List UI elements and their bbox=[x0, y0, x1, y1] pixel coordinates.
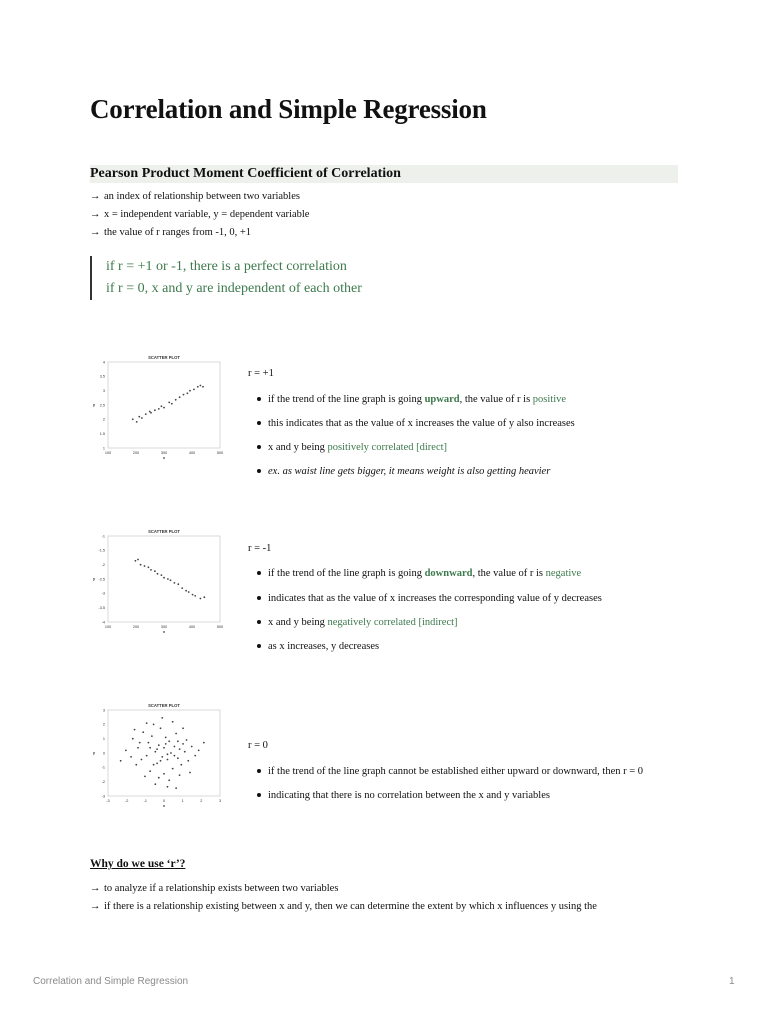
y-tick-label: 3 bbox=[102, 708, 105, 713]
data-point bbox=[144, 565, 146, 567]
data-point bbox=[146, 722, 148, 724]
x-tick-label: 1 bbox=[181, 799, 184, 803]
callout-line-2: if r = 0, x and y are independent of each other bbox=[106, 281, 362, 296]
data-point bbox=[177, 583, 179, 585]
scatter-plot-none bbox=[90, 700, 230, 816]
section-heading: Pearson Product Moment Coefficient of Correlation bbox=[90, 165, 678, 183]
data-point bbox=[189, 390, 191, 392]
data-point bbox=[154, 409, 156, 411]
arrow-icon: → bbox=[90, 227, 101, 238]
y-tick-label: 3.5 bbox=[99, 374, 105, 379]
why-line-1 bbox=[90, 882, 338, 896]
highlight-positive: positive bbox=[532, 394, 567, 405]
intro-line-text: an index of relationship between two variables bbox=[104, 191, 300, 202]
data-point bbox=[200, 385, 202, 387]
arrow-icon: → bbox=[90, 901, 101, 912]
y-axis-label: y bbox=[92, 750, 96, 755]
y-tick-label: -3 bbox=[101, 794, 105, 799]
y-tick-label: -1 bbox=[101, 765, 105, 770]
bullet-item bbox=[257, 417, 575, 431]
x-tick-label: -1 bbox=[143, 799, 148, 803]
data-point bbox=[154, 751, 156, 753]
data-point bbox=[146, 755, 148, 757]
data-point bbox=[194, 595, 196, 597]
y-tick-label: 4 bbox=[102, 360, 105, 365]
data-point bbox=[125, 750, 127, 752]
data-point bbox=[187, 392, 189, 394]
data-point bbox=[188, 591, 190, 593]
bullet-item bbox=[257, 441, 447, 455]
data-point bbox=[134, 729, 136, 731]
bullet-text: if the trend of the line graph is going bbox=[268, 568, 425, 579]
data-point bbox=[136, 421, 138, 423]
data-point bbox=[139, 742, 141, 744]
data-point bbox=[165, 737, 167, 739]
x-axis-label: x bbox=[162, 803, 166, 808]
data-point bbox=[186, 739, 188, 741]
footer-title: Correlation and Simple Regression bbox=[33, 976, 189, 987]
data-point bbox=[175, 787, 177, 789]
data-point bbox=[167, 786, 169, 788]
highlight-upward: upward bbox=[424, 394, 460, 405]
why-line-text: if there is a relationship existing between x and y, then we can determine the extent by which x influences y using the bbox=[104, 901, 597, 912]
why-line-text: to analyze if a relationship exists between two variables bbox=[104, 883, 339, 894]
x-tick-label: 100 bbox=[104, 451, 112, 455]
x-tick-label: 400 bbox=[188, 625, 196, 629]
data-point bbox=[174, 755, 176, 757]
bullet-item bbox=[257, 465, 550, 479]
bullet-dot bbox=[257, 644, 261, 648]
data-point bbox=[179, 396, 181, 398]
data-point bbox=[132, 418, 134, 420]
x-tick-label: 500 bbox=[216, 625, 224, 629]
y-tick-label: -2.5 bbox=[98, 577, 105, 582]
scatter-svg bbox=[90, 526, 230, 642]
data-point bbox=[183, 394, 185, 396]
data-point bbox=[135, 560, 137, 562]
y-tick-label: -4 bbox=[101, 620, 105, 625]
data-point bbox=[184, 751, 186, 753]
scatter-svg bbox=[90, 700, 230, 816]
chart-title: SCATTER PLOT bbox=[148, 703, 180, 708]
bullet-item bbox=[257, 765, 643, 779]
x-tick-label: -2 bbox=[124, 799, 129, 803]
data-point bbox=[156, 748, 158, 750]
bullet-item bbox=[257, 789, 550, 803]
data-point bbox=[182, 727, 184, 729]
x-tick-label: 0 bbox=[162, 799, 166, 803]
data-point bbox=[156, 763, 158, 765]
highlight-positively-correlated: positively correlated [direct] bbox=[327, 442, 448, 453]
x-tick-label: 100 bbox=[104, 625, 112, 629]
data-point bbox=[167, 578, 169, 580]
plot-frame bbox=[108, 362, 220, 448]
bullet-item bbox=[257, 393, 566, 407]
data-point bbox=[193, 389, 195, 391]
x-axis-label: x bbox=[162, 455, 166, 460]
data-point bbox=[181, 587, 183, 589]
y-tick-label: 2.5 bbox=[99, 403, 105, 408]
data-point bbox=[157, 573, 159, 575]
data-point bbox=[179, 774, 181, 776]
data-point bbox=[187, 760, 189, 762]
y-tick-label: 0 bbox=[102, 751, 105, 756]
data-point bbox=[170, 579, 172, 581]
data-point bbox=[177, 757, 179, 759]
data-point bbox=[150, 412, 152, 414]
bullet-dot bbox=[257, 571, 261, 575]
data-point bbox=[137, 747, 139, 749]
y-axis-label: y bbox=[92, 402, 96, 407]
data-point bbox=[167, 753, 169, 755]
x-tick-label: 500 bbox=[216, 451, 224, 455]
data-point bbox=[161, 574, 163, 576]
bullet-dot bbox=[257, 445, 261, 449]
data-point bbox=[172, 721, 174, 723]
data-point bbox=[174, 582, 176, 584]
y-tick-label: -2 bbox=[101, 562, 105, 567]
data-point bbox=[179, 748, 181, 750]
y-tick-label: -3.5 bbox=[98, 605, 105, 610]
x-axis-label: x bbox=[162, 629, 166, 634]
data-point bbox=[142, 731, 144, 733]
data-point bbox=[141, 759, 143, 761]
data-point bbox=[168, 402, 170, 404]
bullet-text: indicating that there is no correlation between the x and y variables bbox=[268, 790, 550, 801]
bullet-dot bbox=[257, 397, 261, 401]
bullet-dot bbox=[257, 769, 261, 773]
plot-frame bbox=[108, 536, 220, 622]
data-point bbox=[161, 405, 163, 407]
intro-line-3 bbox=[90, 226, 251, 240]
data-point bbox=[130, 756, 132, 758]
intro-line-text: the value of r ranges from -1, 0, +1 bbox=[104, 227, 252, 238]
callout-quote bbox=[90, 256, 362, 300]
bullet-dot bbox=[257, 596, 261, 600]
bullet-text: x and y being bbox=[268, 617, 328, 628]
data-point bbox=[148, 742, 150, 744]
data-point bbox=[150, 569, 152, 571]
data-point bbox=[174, 746, 176, 748]
y-tick-label: 1.5 bbox=[99, 431, 105, 436]
x-tick-label: 300 bbox=[160, 625, 168, 629]
bullet-text: x and y being bbox=[268, 442, 328, 453]
chart-title: SCATTER PLOT bbox=[148, 529, 180, 534]
r-label: r = +1 bbox=[248, 368, 274, 379]
bullet-dot bbox=[257, 421, 261, 425]
page-title: Correlation and Simple Regression bbox=[90, 94, 487, 124]
data-point bbox=[161, 717, 163, 719]
data-point bbox=[149, 747, 151, 749]
highlight-downward: downward bbox=[424, 568, 473, 579]
data-point bbox=[203, 596, 205, 598]
callout-line-1: if r = +1 or -1, there is a perfect correlation bbox=[106, 259, 347, 274]
data-point bbox=[194, 755, 196, 757]
bullet-dot bbox=[257, 469, 261, 473]
data-point bbox=[158, 744, 160, 746]
bullet-item bbox=[257, 567, 581, 581]
intro-line-1 bbox=[90, 190, 300, 204]
plot-frame bbox=[108, 710, 220, 796]
why-heading: Why do we use ‘r’? bbox=[90, 858, 186, 870]
data-point bbox=[141, 417, 143, 419]
data-point bbox=[197, 386, 199, 388]
bullet-dot bbox=[257, 620, 261, 624]
data-point bbox=[170, 752, 172, 754]
data-point bbox=[182, 743, 184, 745]
data-point bbox=[120, 760, 122, 762]
data-point bbox=[163, 407, 165, 409]
data-point bbox=[153, 764, 155, 766]
data-point bbox=[140, 564, 142, 566]
data-point bbox=[132, 738, 134, 740]
intro-line-2 bbox=[90, 208, 309, 222]
data-point bbox=[167, 759, 169, 761]
bullet-text: this indicates that as the value of x increases the value of y also increases bbox=[268, 418, 575, 429]
data-point bbox=[138, 416, 140, 418]
data-point bbox=[158, 408, 160, 410]
data-point bbox=[149, 411, 151, 413]
data-point bbox=[191, 746, 193, 748]
y-tick-label: -2 bbox=[101, 779, 105, 784]
data-point bbox=[163, 747, 165, 749]
data-point bbox=[198, 750, 200, 752]
scatter-svg bbox=[90, 352, 230, 468]
data-point bbox=[154, 570, 156, 572]
data-point bbox=[202, 386, 204, 388]
data-point bbox=[192, 594, 194, 596]
y-tick-label: -1.5 bbox=[98, 548, 105, 553]
bullet-text-example: ex. as waist line gets bigger, it means weight is also getting heavier bbox=[268, 466, 551, 477]
arrow-icon: → bbox=[90, 191, 101, 202]
data-point bbox=[177, 740, 179, 742]
data-point bbox=[171, 403, 173, 405]
x-tick-label: 200 bbox=[132, 451, 140, 455]
why-line-2 bbox=[90, 900, 597, 914]
data-point bbox=[158, 777, 160, 779]
x-tick-label: 400 bbox=[188, 451, 196, 455]
data-point bbox=[151, 735, 153, 737]
x-tick-label: -3 bbox=[106, 799, 110, 803]
x-tick-label: 200 bbox=[132, 625, 140, 629]
data-point bbox=[180, 764, 182, 766]
data-point bbox=[168, 740, 170, 742]
data-point bbox=[144, 776, 146, 778]
bullet-item bbox=[257, 592, 602, 606]
y-tick-label: 2 bbox=[102, 722, 105, 727]
arrow-icon: → bbox=[90, 209, 101, 220]
scatter-plot-positive bbox=[90, 352, 230, 468]
data-point bbox=[160, 760, 162, 762]
y-tick-label: -3 bbox=[101, 591, 105, 596]
intro-line-text: x = independent variable, y = dependent variable bbox=[104, 209, 310, 220]
x-tick-label: 2 bbox=[200, 799, 203, 803]
data-point bbox=[163, 773, 165, 775]
data-point bbox=[160, 727, 162, 729]
data-point bbox=[145, 413, 147, 415]
data-point bbox=[185, 590, 187, 592]
y-axis-label: y bbox=[92, 576, 96, 581]
page-number: 1 bbox=[729, 976, 735, 987]
data-point bbox=[175, 733, 177, 735]
data-point bbox=[203, 742, 205, 744]
r-label: r = 0 bbox=[248, 740, 268, 751]
data-point bbox=[200, 598, 202, 600]
bullet-text: , the value of r is bbox=[459, 394, 533, 405]
bullet-text: as x increases, y decreases bbox=[268, 641, 380, 652]
x-tick-label: 300 bbox=[160, 451, 168, 455]
data-point bbox=[137, 559, 139, 561]
y-tick-label: 3 bbox=[102, 388, 105, 393]
data-point bbox=[148, 566, 150, 568]
data-point bbox=[163, 577, 165, 579]
data-point bbox=[161, 756, 163, 758]
chart-title: SCATTER PLOT bbox=[148, 355, 180, 360]
data-point bbox=[135, 764, 137, 766]
data-point bbox=[153, 724, 155, 726]
y-tick-label: -1 bbox=[101, 534, 105, 539]
r-label: r = -1 bbox=[248, 543, 272, 554]
bullet-text: if the trend of the line graph is going bbox=[268, 394, 425, 405]
bullet-dot bbox=[257, 793, 261, 797]
data-point bbox=[149, 770, 151, 772]
y-tick-label: 2 bbox=[102, 417, 105, 422]
data-point bbox=[175, 399, 177, 401]
bullet-text: , the value of r is bbox=[472, 568, 546, 579]
data-point bbox=[154, 783, 156, 785]
data-point bbox=[172, 768, 174, 770]
highlight-negatively-correlated: negatively correlated [indirect] bbox=[327, 617, 458, 628]
data-point bbox=[168, 779, 170, 781]
arrow-icon: → bbox=[90, 883, 101, 894]
highlight-negative: negative bbox=[545, 568, 582, 579]
bullet-item bbox=[257, 616, 458, 630]
y-tick-label: 1 bbox=[102, 446, 105, 451]
bullet-text: if the trend of the line graph cannot be established either upward or downward, then r = 0 bbox=[268, 766, 644, 777]
data-point bbox=[189, 772, 191, 774]
scatter-plot-negative bbox=[90, 526, 230, 642]
bullet-text: indicates that as the value of x increases the corresponding value of y decreases bbox=[268, 593, 602, 604]
bullet-item bbox=[257, 640, 379, 654]
y-tick-label: 1 bbox=[102, 736, 105, 741]
data-point bbox=[165, 743, 167, 745]
x-tick-label: 3 bbox=[218, 799, 222, 803]
